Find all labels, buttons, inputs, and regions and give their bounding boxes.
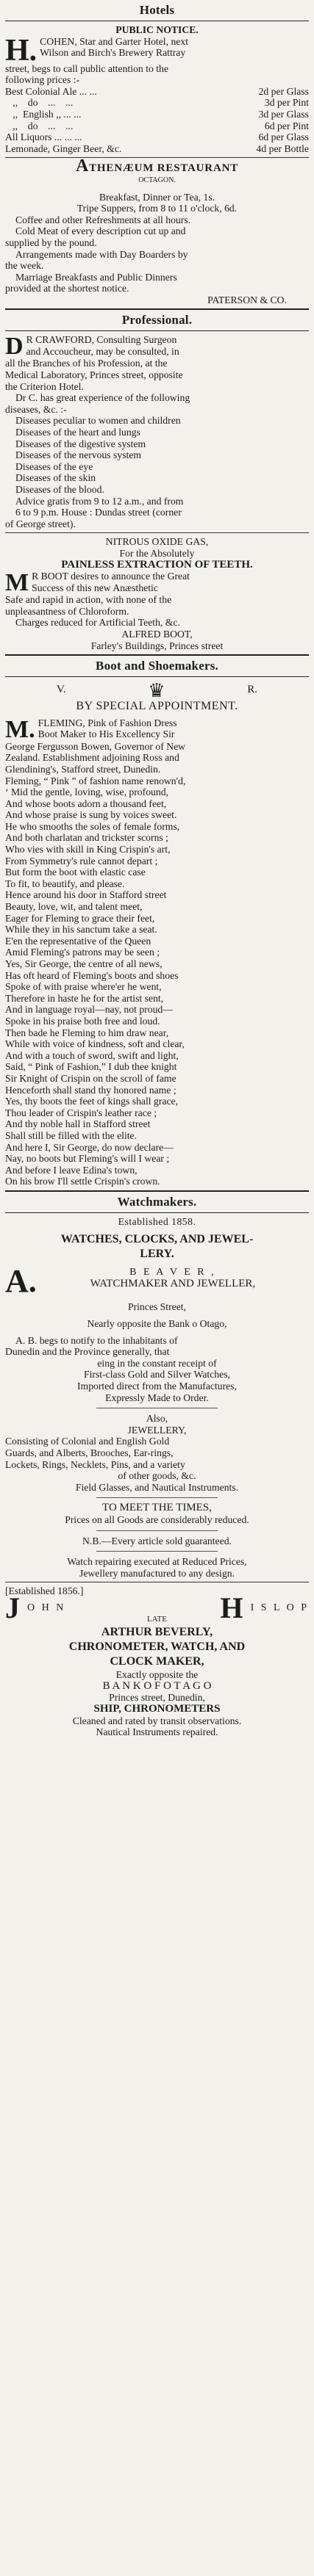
poem-line: Who vies with skill in King Crispin's art, (5, 844, 171, 855)
disease-item: Diseases of the digestive system (15, 438, 146, 449)
poem-line: Has oft heard of Fleming's boots and shoes (5, 969, 179, 981)
fleming-intro: Zealand. Establishment adjoining Ross and (5, 752, 179, 764)
poem-line: Yes, thy boots the feet of kings shall grace, (5, 1096, 179, 1107)
poem-line: Then bade he Fleming to him draw near, (5, 1027, 169, 1038)
crawford-line: diseases, &c. :- (5, 403, 67, 415)
notice-drop-cap: H. (5, 33, 38, 68)
boot-line: R BOOT desires to announce the Great (32, 571, 190, 582)
poem-line: E'en the representative of the Queen (5, 935, 151, 947)
price-row: ,, English ,, ... ... 3d per Glass (5, 108, 309, 120)
price-row: Lemonade, Ginger Beer, &c. 4d per Bottle (5, 142, 309, 154)
section-header-watchmakers: Watchmakers. (5, 1190, 309, 1213)
crawford-line: and Accoucheur, may be consulted, in (26, 346, 179, 358)
beaver-name-row (5, 1263, 309, 1300)
princes: Princes street, Dunedin, (109, 1692, 205, 1704)
hislop-j: J (5, 1591, 20, 1624)
fleming-intro: FLEMING, Pink of Fashion Dress (38, 717, 177, 728)
athenaeum-line: Tripe Suppers, from 8 to 11 o'clock, 6d. (76, 203, 238, 214)
nitrous-title: NITROUS OXIDE GAS, (105, 536, 209, 548)
crawford-line: Dr C. has great experience of the following (15, 392, 190, 404)
price-row: ,, do ... ... 6d per Pint (5, 120, 309, 131)
royal-crest-icon: ♛ (148, 680, 165, 702)
jewellery-line: Lockets, Rings, Necklets, Pins, and a variety (5, 1458, 185, 1470)
poem-line: And whose boots adorn a thousand feet, (5, 797, 167, 809)
hislop-h: H (220, 1591, 243, 1624)
price-row: ,, do ... ... 3d per Pint (5, 97, 309, 109)
crawford-drop-cap: D (5, 333, 24, 361)
field-glasses: Field Glasses, and Nautical Instruments. (75, 1481, 239, 1493)
fleming-intro: Glendining's, Stafford street, Dunedin. (5, 763, 161, 775)
chrono: CHRONOMETER, WATCH, AND (68, 1640, 246, 1654)
appointment: BY SPECIAL APPOINTMENT. (76, 700, 238, 713)
established-1858: Established 1858. (118, 1215, 196, 1227)
athenaeum-signature: PATERSON & CO. (207, 294, 287, 305)
divider (5, 157, 309, 158)
disease-item: Diseases of the heart and lungs (15, 427, 140, 438)
poem-line: Fleming, “ Pink ” of fashion name renown'd, (5, 775, 186, 786)
nb: N.B.—Every article sold guaranteed. (82, 1535, 232, 1546)
poem-line: From Symmetry's rule cannot depart ; (5, 855, 158, 866)
poem-line: Beauty, love, wit, and talent meet, (5, 901, 143, 913)
boot-line: Safe and rapid in action, with none of the (5, 594, 172, 606)
beaver-imported: Imported direct from the Manufactures, (76, 1381, 237, 1392)
crawford-line: all the Branches of his Profession, at the (5, 358, 168, 369)
disease-item: Diseases of the blood. (15, 484, 104, 495)
divider (5, 532, 309, 533)
beaver-first: First-class Gold and Silver Watches, (84, 1369, 230, 1381)
disease-item: Diseases of the eye (15, 460, 93, 472)
beaver-notify: Dunedin and the Province generally, that (5, 1346, 170, 1358)
nitrous-ad (5, 536, 309, 651)
poem-line: Therefore in haste he for the artist sent, (5, 992, 164, 1004)
beaver-trade: WATCHMAKER AND JEWELLER, (90, 1278, 256, 1290)
athenaeum-line: Cold Meat of every description cut up and (15, 225, 186, 237)
section-header-hotels: Hotels (5, 1, 309, 21)
crawford-line: Medical Laboratory, Princes street, opposite (5, 369, 183, 381)
public-notice-ad (5, 24, 309, 154)
nitrous-sub: For the Absolutely (119, 547, 195, 559)
hislop-ad (5, 1585, 309, 1737)
athenaeum-ad (5, 156, 309, 305)
athenaeum-title: ATHENÆUM RESTAURANT (75, 156, 239, 176)
poem-line: He who smooths the soles of female forms, (5, 820, 180, 832)
notice-line-2: street, begs to call public attention to the (5, 62, 168, 74)
poem-line: And in language royal—nay, not proud— (5, 1004, 173, 1016)
crawford-line: the Criterion Hotel. (5, 380, 84, 392)
poem-line: And both charlatan and trickster scorns ; (5, 832, 168, 844)
to-meet: TO MEET THE TIMES, (102, 1502, 212, 1514)
exactly: Exactly opposite the (115, 1669, 199, 1681)
fleming-ad (5, 680, 309, 1187)
poem-line: Thou leader of Crispin's leather race ; (5, 1107, 157, 1118)
section-header-boots: Boot and Shoemakers. (5, 654, 309, 677)
crawford-line: R CRAWFORD, Consulting Surgeon (26, 334, 177, 346)
divider (96, 1497, 218, 1498)
beverly: ARTHUR BEVERLY, (101, 1626, 213, 1639)
athenaeum-sub: OCTAGON. (138, 176, 176, 184)
also: Also, (146, 1413, 168, 1425)
poem-line: And whose praise is sung by voices sweet. (5, 809, 177, 821)
athenaeum-line: Marriage Breakfasts and Public Dinners (15, 271, 177, 283)
poem-line: Eager for Fleming to grace their feet, (5, 912, 155, 924)
poem-line: To fit, to beautify, and please. (5, 878, 125, 889)
established-1856: [Established 1856.] (5, 1585, 84, 1597)
fleming-poem (5, 775, 309, 1187)
beaver-title: WATCHES, CLOCKS, AND JEWEL- (60, 1233, 254, 1246)
jewellery-line: Guards, and Alberts, Brooches, Ear-rings, (5, 1447, 174, 1458)
athenaeum-line: Arrangements made with Day Boarders by (15, 248, 188, 260)
nautical: Nautical Instruments repaired. (96, 1726, 218, 1738)
divider (96, 1551, 218, 1552)
vr-right: R. (247, 684, 257, 696)
poem-line: While with voice of kindness, soft and clear, (5, 1038, 185, 1050)
boot-charges: Charges reduced for Artificial Teeth, &c. (15, 617, 180, 629)
boot-drop-cap: M (5, 569, 29, 597)
fleming-intro: George Fergusson Bowen, Governor of New (5, 740, 186, 752)
cleaned: Cleaned and rated by transit observations. (72, 1715, 242, 1726)
poem-line: Hence around his door in Stafford street (5, 889, 167, 901)
notice-title: PUBLIC NOTICE. (115, 24, 199, 35)
boot-name: ALFRED BOOT, (121, 628, 193, 640)
notice-line-0: COHEN, Star and Garter Hotel, next (40, 35, 189, 47)
poem-line: Amid Fleming's patrons may be seen ; (5, 947, 160, 958)
athenaeum-line: the week. (5, 260, 44, 272)
beaver-title: LERY. (140, 1248, 174, 1261)
poem-line: Shall still be filled with the elite. (5, 1129, 138, 1141)
fleming-intro: Boot Maker to His Excellency Sir (38, 728, 175, 740)
poem-line: ‘ Mid the gentle, loving, wise, profound, (5, 786, 169, 798)
beaver-expressly: Expressly Made to Order. (105, 1392, 209, 1403)
beaver-ad (5, 1216, 309, 1579)
repairing: Watch repairing executed at Reduced Prices, (67, 1556, 247, 1568)
athenaeum-line: Breakfast, Dinner or Tea, 1s. (99, 191, 215, 203)
athenaeum-line: Coffee and other Refreshments at all hours. (15, 214, 191, 225)
poem-line: And before I leave Edina's town, (5, 1164, 138, 1176)
beaver-name: B E A V E R , (129, 1267, 216, 1278)
poem-line: Spoke in his praise both free and loud. (5, 1015, 160, 1027)
fleming-drop-cap: M. (5, 715, 35, 743)
hislop-ohn: O H N (27, 1602, 66, 1613)
bank: B A N K O F O T A G O (102, 1679, 212, 1692)
beaver-nearly: Nearly opposite the Bank o Otago, (87, 1318, 227, 1330)
notice-line-1: Wilson and Birch's Brewery Rattray (40, 47, 186, 59)
notice-line-3: following prices :- (5, 74, 80, 86)
poem-line: And here I, Sir George, do now declare— (5, 1141, 174, 1153)
disease-item: Diseases of the skin (15, 472, 96, 484)
poem-line: On his brow I'll settle Crispin's crown. (5, 1176, 160, 1187)
ship: SHIP, CHRONOMETERS (93, 1702, 221, 1715)
poem-line: Said, “ Pink of Fashion,” I dub thee knight (5, 1061, 177, 1073)
poem-line: And with a touch of sword, swift and light, (5, 1049, 179, 1061)
poem-line: But form the boot with elastic case (5, 866, 146, 878)
advice-line: of George street). (5, 518, 76, 529)
advice-line: 6 to 9 p.m. House : Dundas street (corner (15, 507, 182, 518)
jewellery-line: Consisting of Colonial and English Gold (5, 1436, 170, 1447)
beaver-notify: A. B. begs to notify to the inhabitants of (15, 1334, 178, 1346)
boot-line: unpleasantness of Chloroform. (5, 605, 129, 617)
poem-line: While they in his sanctum take a seat. (5, 924, 157, 936)
athenaeum-line: provided at the shortest notice. (5, 283, 129, 294)
jewellery-mfd: Jewellery manufactured to any design. (79, 1567, 235, 1579)
poem-line: Henceforth shall stand thy honored name ; (5, 1084, 176, 1096)
boot-address: Farley's Buildings, Princes street (90, 640, 224, 651)
beaver-initial: A. (5, 1263, 37, 1300)
athenaeum-line: supplied by the pound. (5, 236, 97, 248)
prices-reduced: Prices on all Goods are considerably reduced. (65, 1513, 249, 1525)
disease-item: Diseases peculiar to women and children (15, 415, 181, 427)
poem-line: And thy noble hall in Stafford street (5, 1118, 151, 1130)
vr-left: V. (57, 684, 66, 696)
advice-line: Advice gratis from 9 to 12 a.m., and from (15, 495, 184, 507)
crawford-ad (5, 334, 309, 529)
poem-line: Yes, Sir George, the centre of all news, (5, 958, 163, 969)
beaver-notify: eing in the constant receipt of (97, 1357, 217, 1369)
divider (96, 1530, 218, 1531)
price-row: Best Colonial Ale ... ... 2d per Glass (5, 85, 309, 97)
poem-line: Sir Knight of Crispin on the scroll of fame (5, 1072, 176, 1084)
section-header-professional: Professional. (5, 308, 309, 331)
late: LATE (147, 1614, 167, 1624)
clock: CLOCK MAKER, (110, 1655, 204, 1668)
jewellery-line: of other goods, &c. (118, 1470, 196, 1482)
jewellery: JEWELLERY, (127, 1424, 187, 1436)
hislop-islop: I S L O P (250, 1602, 309, 1613)
disease-item: Diseases of the nervous system (15, 449, 142, 461)
price-row: All Liquors ... ... ... 6d per Glass (5, 131, 309, 143)
nitrous-big: PAINLESS EXTRACTION OF TEETH. (61, 558, 253, 571)
poem-line: Spoke of with praise where'er he went, (5, 981, 162, 993)
beaver-street: Princes Street, (127, 1301, 187, 1313)
poem-line: Nay, no boots but Fleming's will I wear ; (5, 1153, 170, 1165)
royal-arms (5, 680, 309, 701)
boot-line: Success of this new Anæsthetic (32, 582, 158, 593)
